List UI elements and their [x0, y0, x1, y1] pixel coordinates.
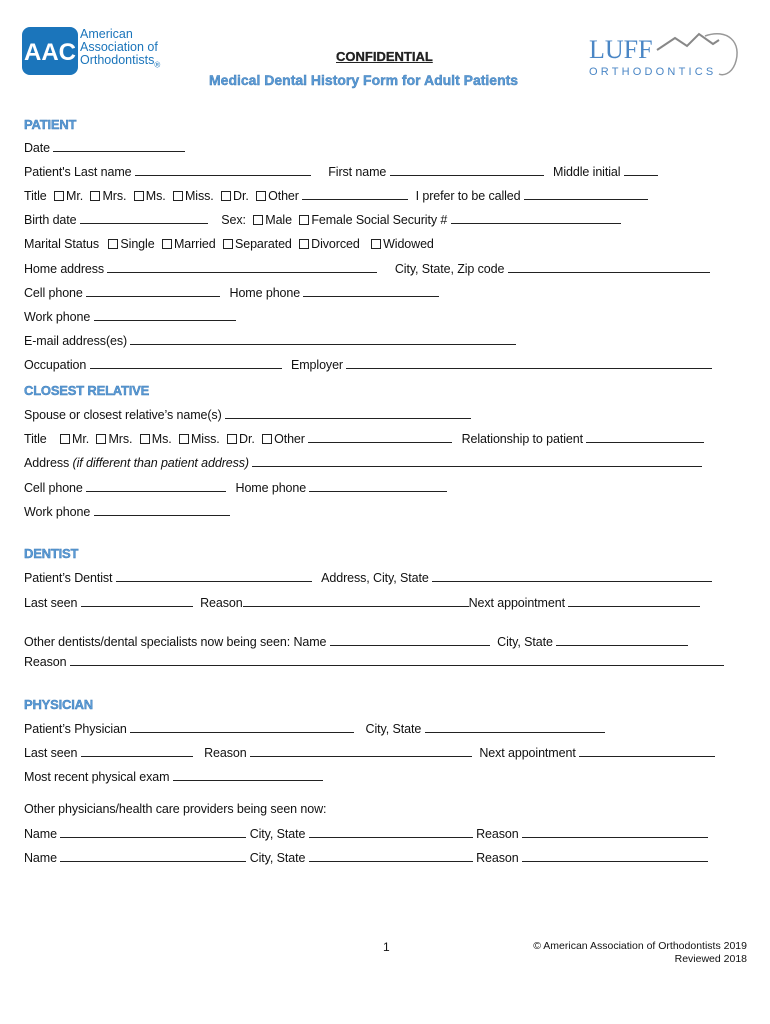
aac-line3: Orthodontists: [80, 53, 155, 67]
label-birth-date: Birth date: [24, 213, 77, 227]
label-dentist-next-appt: Next appointment: [468, 596, 565, 610]
other-dentist-reason-field[interactable]: [70, 655, 724, 666]
physician-last-seen-field[interactable]: [81, 746, 193, 757]
checkbox-married[interactable]: [162, 239, 172, 249]
row-relative-title: [24, 432, 704, 446]
label-female: Female: [311, 213, 353, 227]
label-other: Other: [268, 189, 299, 203]
checkbox-dr[interactable]: [221, 191, 231, 201]
label-first-name: First name: [328, 165, 387, 179]
rel-label-other: Other: [274, 432, 305, 446]
other-dentist-city-field[interactable]: [556, 635, 688, 646]
row-recent-exam: [24, 770, 323, 784]
dentist-address-field[interactable]: [432, 571, 712, 582]
section-dentist: DENTIST: [24, 546, 79, 561]
label-dr: Dr.: [233, 189, 249, 203]
label-physician-next-appt: Next appointment: [479, 746, 576, 760]
section-closest-relative: CLOSEST RELATIVE: [24, 383, 150, 398]
row-date: [24, 141, 185, 155]
label-mr: Mr.: [66, 189, 84, 203]
luff-name: LUFF: [589, 35, 653, 64]
row-relative-phones: [24, 481, 447, 495]
rel-label-miss: Miss.: [190, 432, 220, 446]
label-physician-reason: Reason: [204, 746, 247, 760]
label-other-providers: Other physicians/health care providers being seen now:: [24, 802, 327, 816]
row-patients-dentist: [24, 571, 712, 585]
middle-initial-field[interactable]: [624, 165, 658, 176]
spouse-field[interactable]: [225, 408, 471, 419]
provider2-reason-field[interactable]: [522, 851, 708, 862]
work-phone-field[interactable]: [94, 310, 236, 321]
label-dentist-address: Address, City, State: [321, 571, 429, 585]
rel-checkbox-other[interactable]: [262, 434, 272, 444]
copyright-text: © American Association of Orthodontists 2019: [533, 940, 747, 952]
label-email: E-mail address(es): [24, 334, 128, 348]
label-male: Male: [265, 213, 292, 227]
label-provider1-city: City, State: [249, 827, 306, 841]
checkbox-single[interactable]: [108, 239, 118, 249]
label-provider1-reason: Reason: [476, 827, 519, 841]
label-home-phone: Home phone: [229, 286, 301, 300]
label-work-phone: Work phone: [24, 310, 91, 324]
label-prefer: I prefer to be called: [415, 189, 521, 203]
relationship-field[interactable]: [586, 432, 704, 443]
label-dentist-last-seen: Last seen: [24, 596, 78, 610]
form-title: Medical Dental History Form for Adult Patients: [209, 72, 519, 88]
label-provider2-name: Name: [24, 851, 57, 865]
reviewed-text: Reviewed 2018: [674, 953, 747, 965]
luff-logo: [587, 30, 747, 95]
copyright-block: [533, 940, 747, 966]
label-rel-cell-phone: Cell phone: [24, 481, 83, 495]
label-divorced: Divorced: [311, 237, 360, 251]
aac-logo: [22, 27, 78, 80]
rel-checkbox-dr[interactable]: [227, 434, 237, 444]
provider2-name-field[interactable]: [60, 851, 246, 862]
row-occupation: [24, 358, 712, 372]
label-separated: Separated: [234, 237, 292, 251]
label-provider2-reason: Reason: [476, 851, 519, 865]
label-rel-work-phone: Work phone: [24, 505, 91, 519]
aac-line1: American: [80, 27, 133, 41]
label-middle-initial: Middle initial: [553, 165, 621, 179]
city-state-zip-field[interactable]: [508, 262, 710, 273]
aac-line2: Association of: [80, 40, 158, 54]
luff-sub: ORTHODONTICS: [589, 66, 717, 78]
label-other-dentist-reason: Reason: [24, 655, 67, 669]
label-single: Single: [120, 237, 155, 251]
recent-exam-field[interactable]: [173, 770, 323, 781]
row-other-providers: [24, 802, 326, 816]
rel-title-other-field[interactable]: [308, 432, 452, 443]
label-last-name: Patient's Last name: [24, 165, 132, 179]
row-birth: [24, 213, 621, 227]
checkbox-mrs[interactable]: [90, 191, 100, 201]
label-cell-phone: Cell phone: [24, 286, 83, 300]
patients-physician-field[interactable]: [130, 722, 354, 733]
aac-reg: ®: [154, 60, 161, 70]
email-field[interactable]: [130, 334, 516, 345]
aac-org-name: [80, 28, 160, 72]
physician-city-field[interactable]: [425, 722, 605, 733]
label-dentist-reason: Reason: [200, 596, 243, 610]
label-employer: Employer: [290, 358, 343, 372]
row-work-phone: [24, 310, 236, 324]
label-sex: Sex:: [221, 213, 246, 227]
rel-checkbox-ms[interactable]: [140, 434, 150, 444]
first-name-field[interactable]: [390, 165, 544, 176]
occupation-field[interactable]: [90, 358, 282, 369]
label-patients-dentist: Patient’s Dentist: [24, 571, 113, 585]
confidential-label: CONFIDENTIAL: [336, 49, 433, 64]
rel-label-ms: Ms.: [151, 432, 172, 446]
physician-reason-field[interactable]: [250, 746, 472, 757]
checkbox-other[interactable]: [256, 191, 266, 201]
checkbox-separated[interactable]: [223, 239, 233, 249]
label-ssn: Social Security #: [355, 213, 448, 227]
home-phone-field[interactable]: [303, 286, 439, 297]
aac-logo-text: AAC: [24, 39, 76, 66]
provider1-name-field[interactable]: [60, 827, 246, 838]
page-number: 1: [383, 940, 390, 954]
label-other-dentists: Other dentists/dental specialists now being seen: Name: [24, 635, 327, 649]
label-spouse: Spouse or closest relative’s name(s): [24, 408, 222, 422]
label-other-dentist-city: City, State: [497, 635, 553, 649]
rel-checkbox-miss[interactable]: [179, 434, 189, 444]
label-title: Title: [24, 189, 47, 203]
label-ms: Ms.: [145, 189, 166, 203]
row-name: [24, 165, 658, 179]
label-recent-exam: Most recent physical exam: [24, 770, 170, 784]
label-relative-title: Title: [24, 432, 47, 446]
label-mrs: Mrs.: [102, 189, 127, 203]
rel-label-mr: Mr.: [72, 432, 90, 446]
dentist-last-seen-field[interactable]: [81, 596, 193, 607]
mountain-icon: [657, 34, 719, 50]
checkbox-widowed[interactable]: [371, 239, 381, 249]
row-provider-2: [24, 851, 708, 865]
checkbox-divorced[interactable]: [299, 239, 309, 249]
label-relationship: Relationship to patient: [461, 432, 583, 446]
ssn-field[interactable]: [451, 213, 621, 224]
row-relative-work-phone: [24, 505, 230, 519]
aac-line3-wrap: [80, 54, 160, 72]
row-phones: [24, 286, 439, 300]
row-title: [24, 189, 648, 203]
checkbox-female[interactable]: [299, 215, 309, 225]
dentist-next-appt-field[interactable]: [568, 596, 700, 607]
birth-date-field[interactable]: [80, 213, 208, 224]
row-patients-physician: [24, 722, 605, 736]
checkbox-mr[interactable]: [54, 191, 64, 201]
provider1-city-field[interactable]: [309, 827, 473, 838]
row-dentist-last-seen: [24, 596, 700, 610]
title-other-field[interactable]: [302, 189, 408, 200]
rel-home-phone-field[interactable]: [309, 481, 447, 492]
row-relative-address: [24, 456, 702, 470]
row-marital: [24, 237, 434, 251]
section-physician: PHYSICIAN: [24, 697, 93, 712]
rel-label-dr: Dr.: [239, 432, 255, 446]
label-date: Date: [24, 141, 51, 155]
row-other-dentist-reason: [24, 655, 724, 669]
provider2-city-field[interactable]: [309, 851, 473, 862]
rel-checkbox-mrs[interactable]: [96, 434, 106, 444]
rel-cell-phone-field[interactable]: [86, 481, 226, 492]
cell-phone-field[interactable]: [86, 286, 220, 297]
label-physician-last-seen: Last seen: [24, 746, 78, 760]
dentist-reason-field[interactable]: [243, 596, 469, 607]
physician-next-appt-field[interactable]: [579, 746, 715, 757]
section-patient: PATIENT: [24, 117, 77, 132]
row-other-dentists: [24, 635, 688, 649]
label-home-address: Home address: [24, 262, 105, 276]
label-provider1-name: Name: [24, 827, 57, 841]
last-name-field[interactable]: [135, 165, 311, 176]
row-provider-1: [24, 827, 708, 841]
label-miss: Miss.: [184, 189, 214, 203]
label-married: Married: [173, 237, 216, 251]
label-physician-city: City, State: [365, 722, 422, 736]
label-rel-home-phone: Home phone: [235, 481, 307, 495]
row-spouse: [24, 408, 471, 422]
label-occupation: Occupation: [24, 358, 87, 372]
date-field[interactable]: [53, 141, 185, 152]
label-patients-physician: Patient’s Physician: [24, 722, 127, 736]
label-widowed: Widowed: [383, 237, 434, 251]
relative-address-field[interactable]: [252, 456, 702, 467]
checkbox-ms[interactable]: [134, 191, 144, 201]
other-dentist-name-field[interactable]: [330, 635, 490, 646]
home-address-field[interactable]: [107, 262, 377, 273]
patients-dentist-field[interactable]: [116, 571, 312, 582]
label-address-note: (if different than patient address): [72, 456, 249, 470]
prefer-field[interactable]: [524, 189, 648, 200]
rel-work-phone-field[interactable]: [94, 505, 230, 516]
row-email: [24, 334, 516, 348]
provider1-reason-field[interactable]: [522, 827, 708, 838]
label-provider2-city: City, State: [249, 851, 306, 865]
checkbox-male[interactable]: [253, 215, 263, 225]
label-city-state-zip: City, State, Zip code: [394, 262, 505, 276]
label-relative-address: Address: [24, 456, 70, 470]
rel-label-mrs: Mrs.: [108, 432, 133, 446]
rel-checkbox-mr[interactable]: [60, 434, 70, 444]
row-home-address: [24, 262, 710, 276]
label-marital: Marital Status: [24, 237, 100, 251]
employer-field[interactable]: [346, 358, 712, 369]
checkbox-miss[interactable]: [173, 191, 183, 201]
row-physician-last-seen: [24, 746, 715, 760]
